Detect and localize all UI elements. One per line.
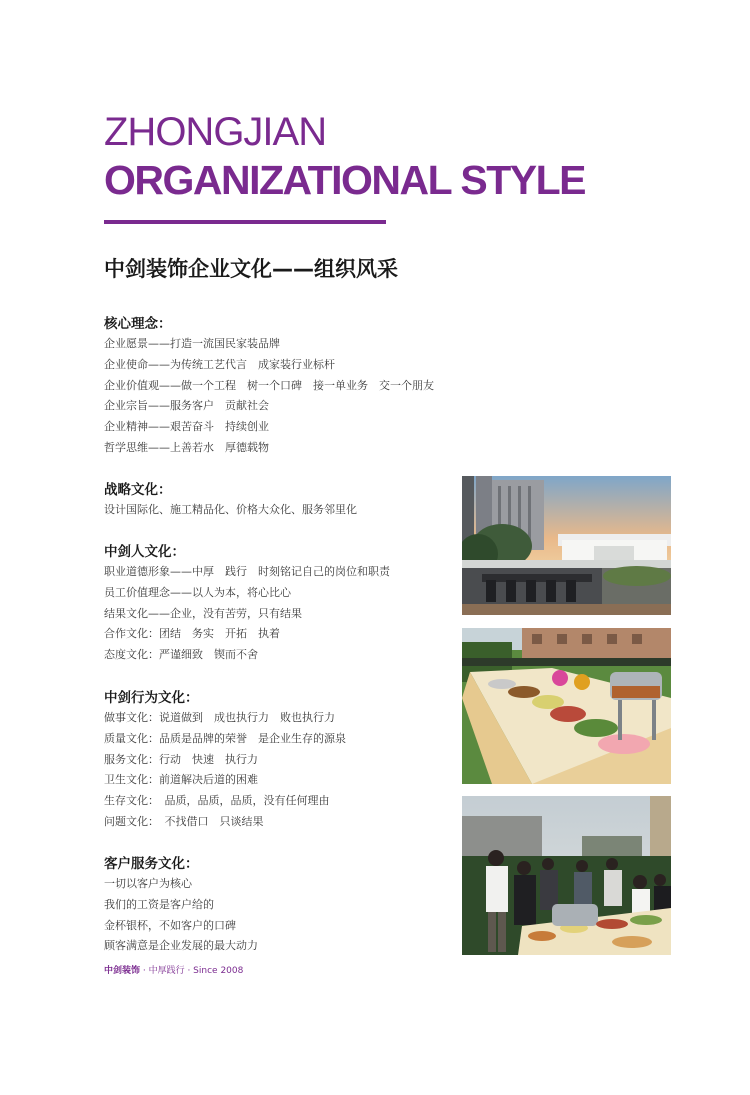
people-line-4: 合作文化：团结 务实 开拓 执着 <box>104 627 280 641</box>
section-behavior-culture <box>104 688 464 833</box>
strategy-line-1: 设计国际化、施工精品化、价格大众化、服务邻里化 <box>104 503 357 516</box>
photo-rooftop-terrace <box>462 476 671 615</box>
service-line-4: 顾客满意是企业发展的最大动力 <box>104 939 258 953</box>
title-divider <box>104 220 386 224</box>
footer-brand: 中剑装饰 <box>104 966 141 976</box>
footer-tagline: · 中厚践行 · Since 2008 <box>140 966 244 976</box>
people-line-3: 结果文化——企业，没有苦劳，只有结果 <box>104 606 302 620</box>
page-heading: 中剑装饰企业文化——组织风采 <box>104 257 398 281</box>
core-line-3: 企业价值观——做一个工程 树一个口碑 接一单业务 交一个朋友 <box>104 378 434 392</box>
people-line-2: 员工价值理念——以人为本，将心比心 <box>104 585 291 599</box>
section-title-core: 核心理念： <box>104 316 172 332</box>
service-line-2: 我们的工资是客户给的 <box>104 897 214 911</box>
core-line-2: 企业使命——为传统工艺代言 成家装行业标杆 <box>104 357 335 371</box>
section-people-culture <box>104 542 464 666</box>
title-zhongjian: ZHONGJIAN <box>104 110 327 154</box>
section-strategy <box>104 480 464 521</box>
behavior-line-6: 问题文化： 不找借口 只谈结果 <box>104 814 264 828</box>
core-line-1: 企业愿景——打造一流国民家装品牌 <box>104 337 280 350</box>
section-title-service: 客户服务文化： <box>104 856 199 872</box>
behavior-line-3: 服务文化：行动 快速 执行力 <box>104 752 258 766</box>
section-customer-service <box>104 854 464 957</box>
core-line-6: 哲学思维——上善若水 厚德载物 <box>104 440 269 454</box>
people-line-1: 职业道德形象——中厚 践行 时刻铭记自己的岗位和职责 <box>104 565 390 578</box>
section-title-people: 中剑人文化： <box>104 544 185 560</box>
footer-brand-line <box>104 964 243 978</box>
service-line-3: 金杯银杯，不如客户的口碑 <box>104 918 236 932</box>
section-title-behavior: 中剑行为文化： <box>104 690 199 706</box>
behavior-line-2: 质量文化：品质是品牌的荣誉 是企业生存的源泉 <box>104 731 346 745</box>
people-line-5: 态度文化：严谨细致 锲而不舍 <box>104 648 258 662</box>
title-organizational-style: ORGANIZATIONAL STYLE <box>104 157 585 203</box>
service-line-1: 一切以客户为核心 <box>104 877 192 890</box>
behavior-line-5: 生存文化： 品质，品质，品质，没有任何理由 <box>104 794 330 808</box>
photo-buffet-table <box>462 628 671 784</box>
behavior-line-4: 卫生文化：前道解决后道的困难 <box>104 773 258 787</box>
core-line-4: 企业宗旨——服务客户 贡献社会 <box>104 399 269 413</box>
photo-guests-buffet <box>462 796 671 955</box>
section-title-strategy: 战略文化： <box>104 482 172 498</box>
behavior-line-1: 做事文化：说道做到 成也执行力 败也执行力 <box>104 711 335 724</box>
core-line-5: 企业精神——艰苦奋斗 持续创业 <box>104 420 269 434</box>
section-core-concept <box>104 314 464 459</box>
